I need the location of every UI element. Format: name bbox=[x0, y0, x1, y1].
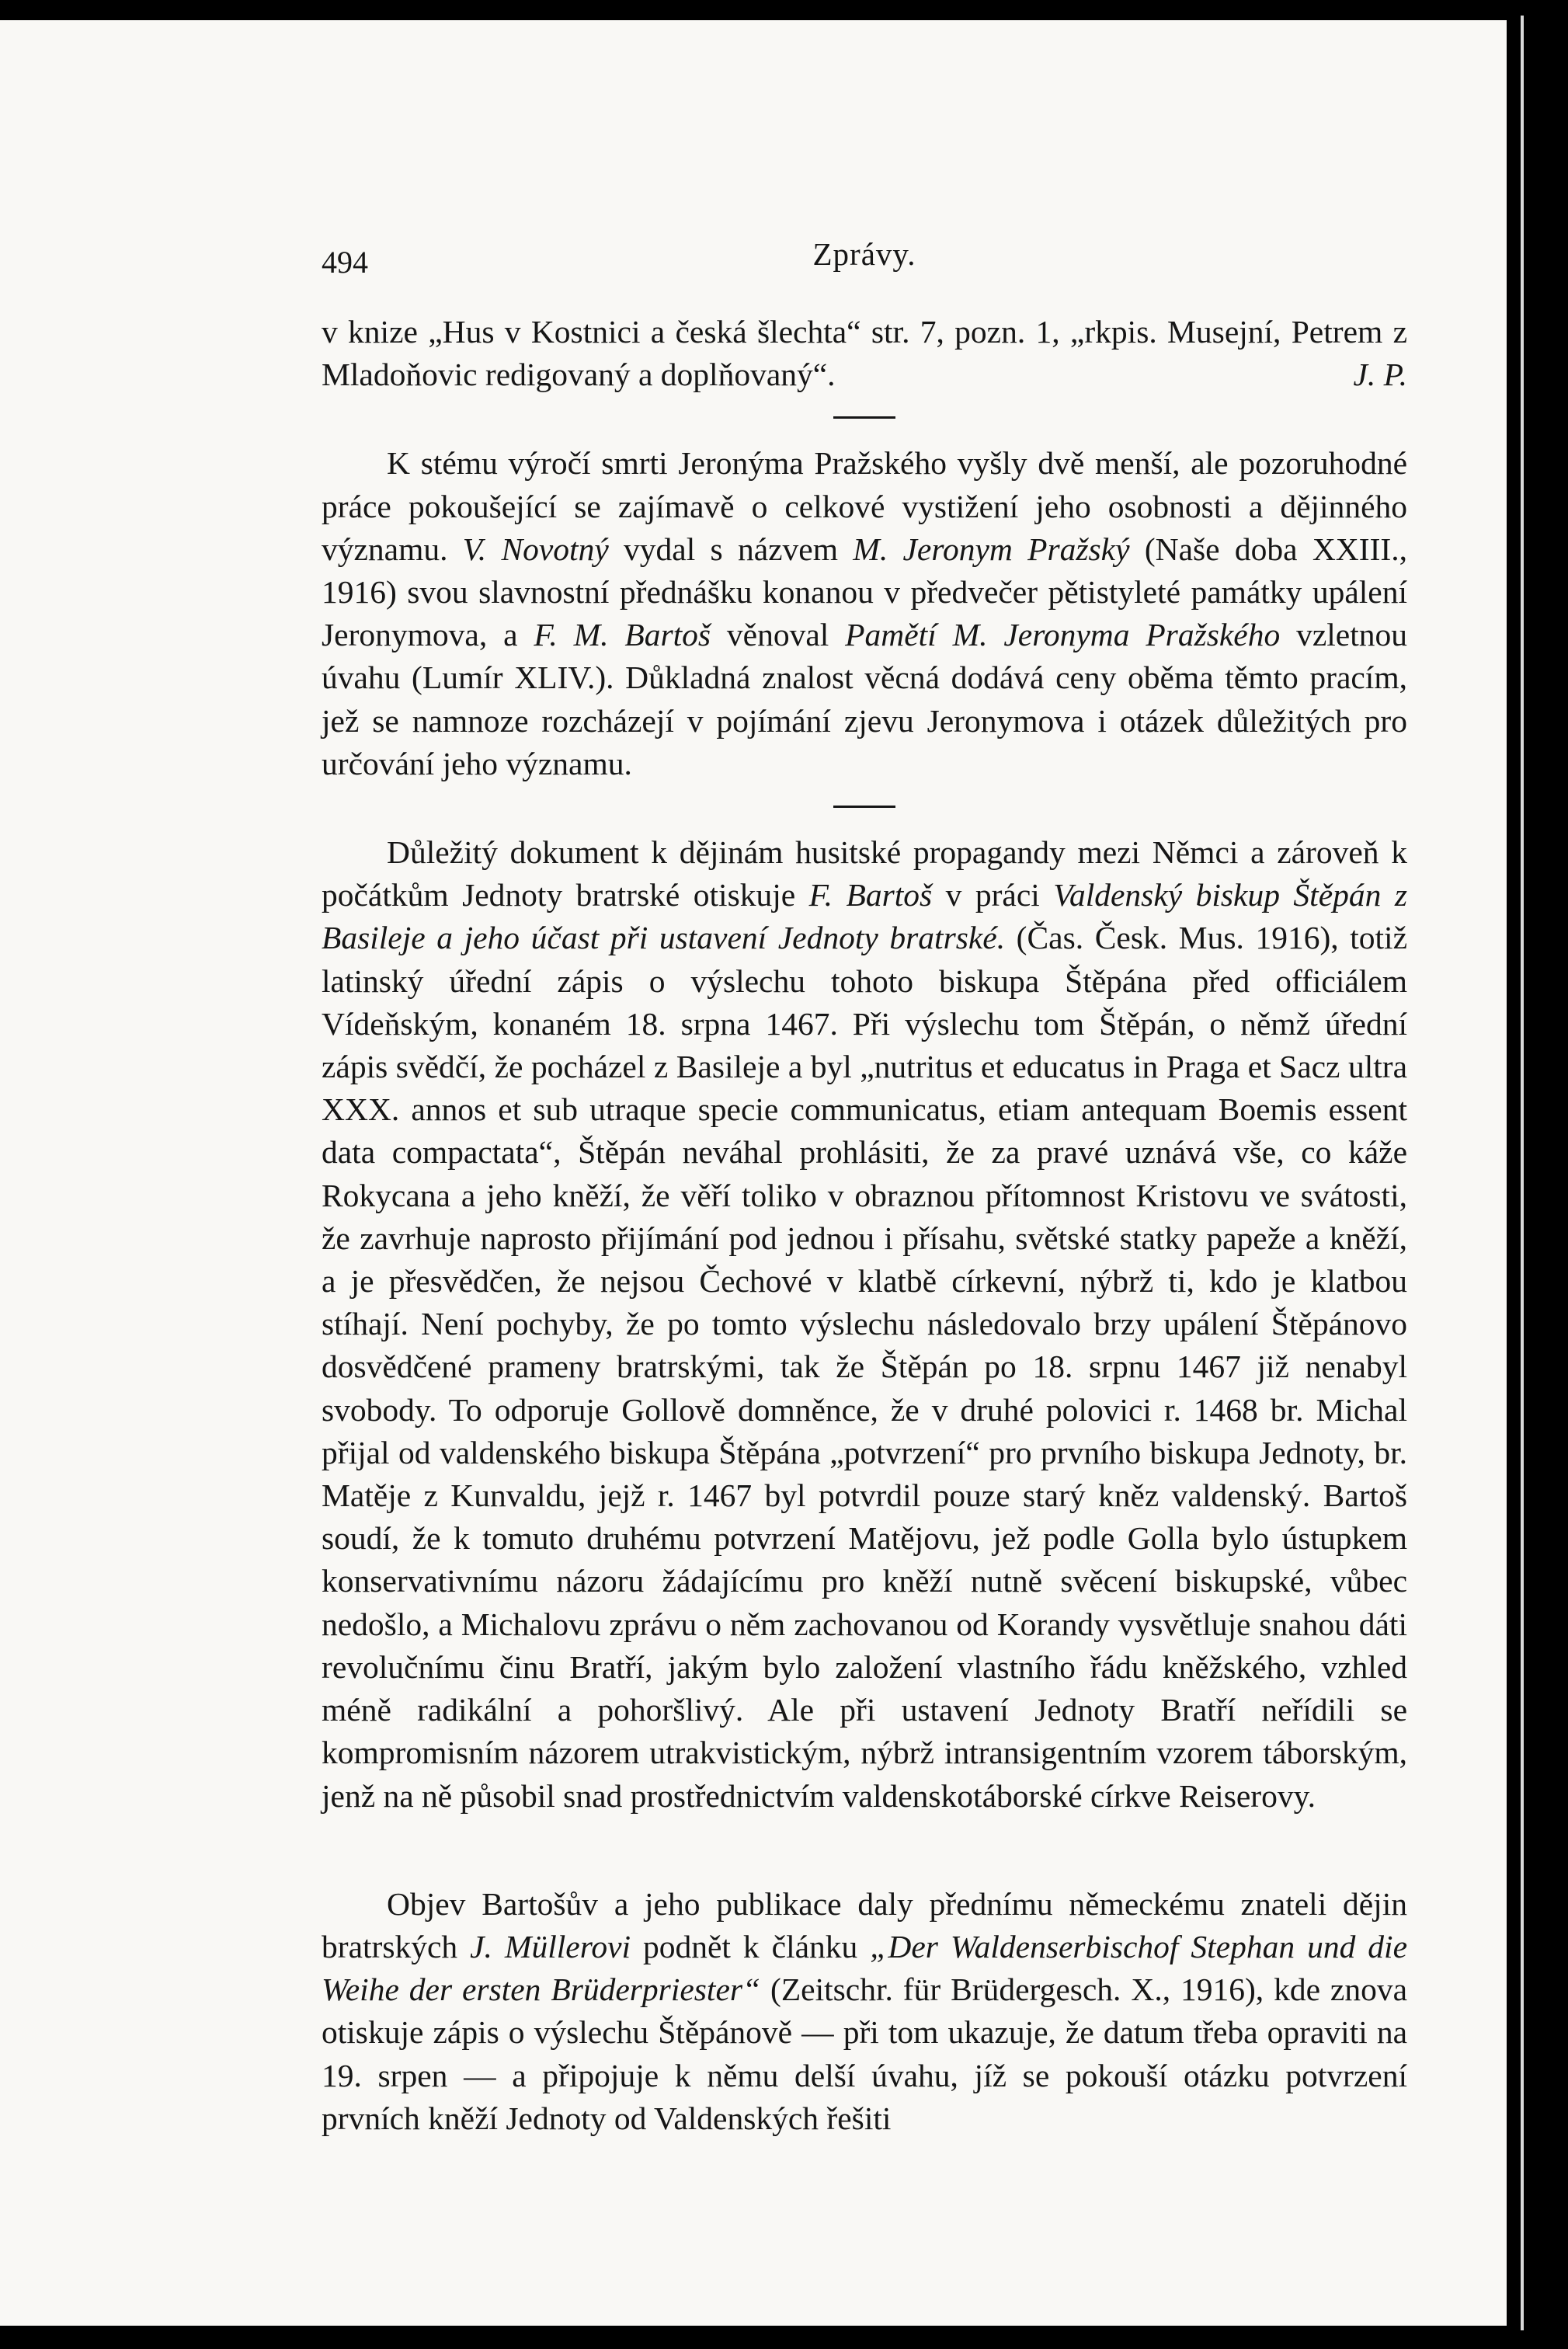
note-continuation bbox=[322, 311, 1407, 396]
author-name: J. Müllerovi bbox=[470, 1928, 631, 1964]
text-run: vydal s názvem bbox=[608, 531, 854, 567]
text-run: (Zeitschr. für Brüdergesch. X., 1916), kde znova otiskuje zápis o výslechu Štěpánově — při tom ukazuje, že datum třeba opraviti na 19. srpen — a připojuje k němu delší úvahu, jíž se pokouší otázku potvrzení prvních kněží Jednoty od Valdenských řešiti bbox=[322, 1971, 1407, 2136]
scan-edge-line bbox=[1521, 16, 1524, 2330]
text-run: (Naše doba XXIII., 1916) svou slavnostní přednášku konanou v předvečer pětistyleté památky upálení Jeronymova, a bbox=[322, 531, 1407, 653]
author-name: V. Novotný bbox=[462, 531, 609, 567]
text-run: Objev Bartošův a jeho publikace daly přednímu německému znateli dějin bratrských bbox=[322, 1885, 1407, 1964]
running-title: Zprávy. bbox=[812, 236, 916, 272]
text-run: v práci bbox=[932, 877, 1054, 914]
author-name: F. Bartoš bbox=[808, 877, 933, 914]
section-divider bbox=[833, 416, 895, 419]
text-run: podnět k článku bbox=[631, 1928, 871, 1964]
page-number: 494 bbox=[322, 245, 368, 280]
section-gap bbox=[322, 1818, 1407, 1883]
paragraph-stepan bbox=[322, 831, 1407, 1818]
note-text: v knize „Hus v Kostnici a česká šlechta“ str. 7, pozn. 1, „rkpis. Musejní, Petrem z Mladoňovic redigovaný a doplňovaný“. bbox=[322, 314, 1407, 393]
text-run: K stému výročí smrti Jeronýma Pražského vyšly dvě menší, ale pozoruhodné práce pokoušející se zajímavě o celkové vystižení jeho osobnosti a dějinného významu. bbox=[322, 445, 1407, 567]
text-run: věnoval bbox=[711, 617, 846, 653]
work-title: M. Jeronym Pražský bbox=[853, 531, 1130, 567]
work-title: Valdenský biskup Štěpán z Basileje a jeho účast při ustavení Jednoty bratrské. bbox=[322, 877, 1407, 956]
text-run: (Čas. Česk. Mus. 1916), totiž latinský úřední zápis o výslechu tohoto biskupa Štěpána před officiálem Vídeňským, konaném 18. srpna 1467. Při výslechu tom Štěpán, o němž úřední zápis svědčí, že pocházel z Basileje a byl „nutritus et educatus in Praga et Sacz ultra XXX. annos et sub utraque specie communicatus, etiam antequam Boemis essent data compactata“, Štěpán neváhal prohlásiti, že za pravé uznává vše, co káže Rokycana a jeho kněží, že věří toliko v obraznou přítomnost Kristovu ve svátosti, že zavrhuje naprosto přijímání pod jednou i přísahu, světské statky papeže a kněží, a je přesvědčen, že nejsou Čechové v klatbě církevní, nýbrž ti, kdo je klatbou stíhají. Není pochyby, že po tomto výslechu následovalo brzy upálení Štěpánovo dosvědčené prameny bratrskými, tak že Štěpán po 18. srpnu 1467 již nenabyl svobody. To odporuje Gollově domněnce, že v druhé polovici r. 1468 br. Michal přijal od valdenského biskupa Štěpána „potvrzení“ pro prvního biskupa Jednoty, br. Matěje z Kunvaldu, jejž r. 1467 byl potvrdil pouze starý kněz valdenský. Bartoš soudí, že k tomuto druhému potvrzení Matějovu, jež podle Golla bylo ústupkem konservativnímu názoru žádajícímu pro kněží nutně svěcení biskupské, vůbec nedošlo, a Michalovu zprávu o něm zachovanou od Korandy vysvětluje snahou dáti revolučnímu činu Bratří, jakým bylo založení vlastního řádu kněžského, vzhled méně radikální a pohoršlivý. Ale při ustavení Jednoty Bratří neřídili se kompromisním názorem utrakvistickým, nýbrž intransigentním vzorem táborským, jenž na ně působil snad prostřednictvím valdenskotáborské církve Reiserovy. bbox=[322, 920, 1407, 1814]
work-title: „Der Waldenserbischof Stephan und die Weihe der ersten Brüderpriester“ bbox=[322, 1928, 1407, 2008]
note-signature: J. P. bbox=[1353, 357, 1407, 393]
work-title: Pamětí M. Jeronyma Pražského bbox=[845, 617, 1281, 653]
paragraph-jeronym bbox=[322, 442, 1407, 785]
text-run: Důležitý dokument k dějinám husitské propagandy mezi Němci a zároveň k počátkům Jednoty bratrské otiskuje bbox=[322, 834, 1407, 914]
section-divider bbox=[833, 806, 895, 808]
scan-edge bbox=[1510, 0, 1568, 2349]
page-content bbox=[322, 233, 1407, 2140]
paragraph-muller bbox=[322, 1883, 1407, 2140]
page-header bbox=[322, 233, 1407, 280]
text-run: vzletnou úvahu (Lumír XLIV.). Důkladná znalost věcná dodává ceny oběma těmto pracím, jež se namnoze rozcházejí v pojímání zjevu Jeronymova i otázek důležitých pro určování jeho významu. bbox=[322, 617, 1407, 781]
author-name: F. M. Bartoš bbox=[534, 617, 711, 653]
